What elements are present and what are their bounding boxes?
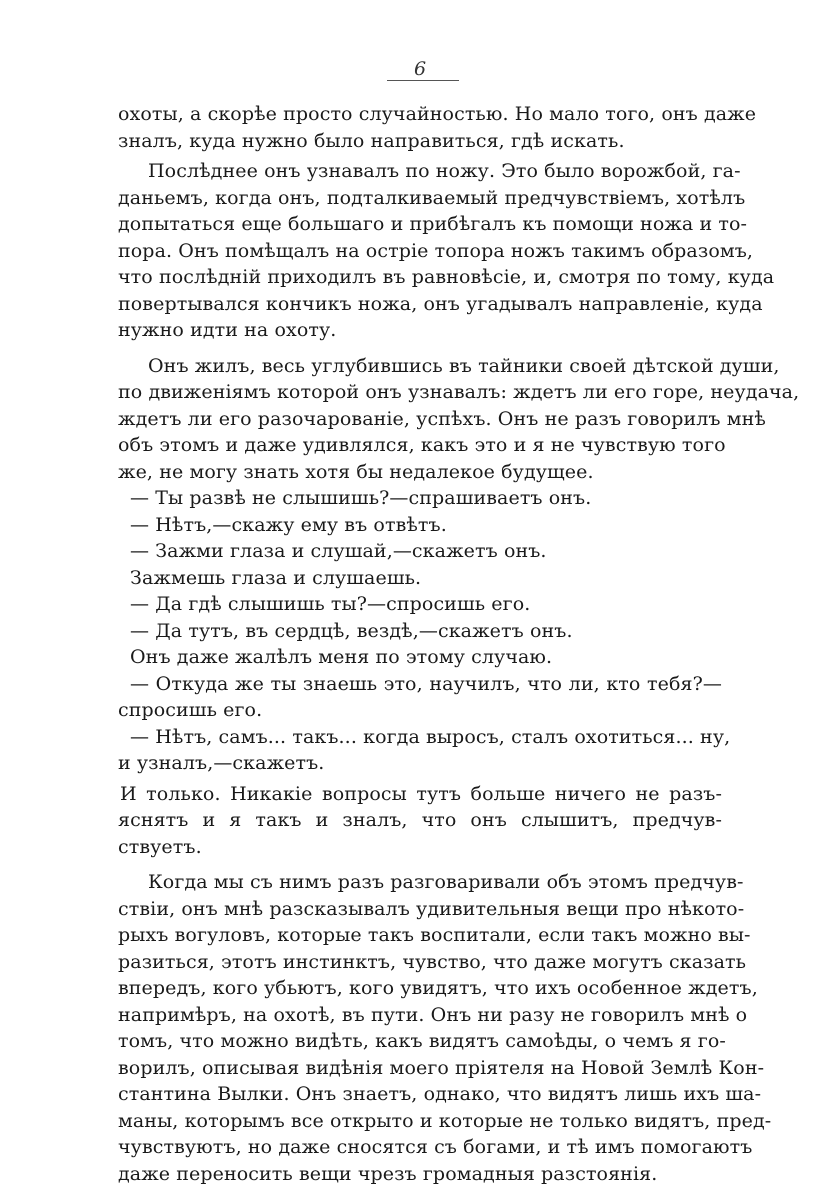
paragraph-start-line: Когда мы съ нимъ разъ разговаривали объ этомъ предчув- xyxy=(148,871,744,893)
text-line: чувствуютъ, но даже сносятся съ богами, и тѣ имъ помогаютъ xyxy=(118,1136,753,1158)
paragraph-start-line: Онъ жилъ, весь углубившись въ тайники своей дѣтской души, xyxy=(148,354,780,377)
text-line: напримѣръ, на охотѣ, въ пути. Онъ ни разу не говорилъ мнѣ о xyxy=(118,1003,748,1026)
dialogue-line: — Зажми глаза и слушай,—скажетъ онъ. xyxy=(130,540,547,562)
text-line: стантина Вылки. Онъ знаетъ, однако, что видятъ лишь ихъ ша- xyxy=(118,1083,762,1105)
text-line: пора. Онъ помѣщалъ на остріе топора ножъ такимъ образомъ, xyxy=(118,239,754,262)
text-line: ждетъ ли его разочарованіе, успѣхъ. Онъ не разъ говорилъ мнѣ xyxy=(118,407,766,430)
text-line: яснятъ и я такъ и зналъ, что онъ слышитъ, предчув- xyxy=(118,809,722,831)
text-line: Онъ даже жалѣлъ меня по этому случаю. xyxy=(130,646,553,668)
text-line: охоты, а скорѣе просто случайностью. Но мало того, онъ даже xyxy=(118,103,757,125)
text-line: что послѣдній приходилъ въ равновѣсіе, и, смотря по тому, куда xyxy=(118,266,775,288)
text-line: томъ, что можно видѣть, какъ видятъ самоѣды, о чемъ я го- xyxy=(118,1030,726,1052)
text-line: рыхъ вогуловъ, которые такъ воспитали, если такъ можно вы- xyxy=(118,924,751,946)
text-line: впередъ, кого убьютъ, кого увидятъ, что ихъ особенное ждетъ, xyxy=(118,977,758,999)
body-text xyxy=(118,101,800,1187)
dialogue-line: — Да гдѣ слышишь ты?—спросишь его. xyxy=(130,593,531,615)
text-line: спросишь его. xyxy=(118,699,263,721)
text-line: и узналъ,—скажетъ. xyxy=(118,752,325,774)
dialogue-line: — Нѣтъ, самъ... такъ... когда выросъ, сталъ охотиться... ну, xyxy=(130,725,731,748)
dialogue-line: — Да тутъ, въ сердцѣ, вездѣ,—скажетъ онъ. xyxy=(130,619,573,642)
text-line: нужно идти на охоту. xyxy=(118,319,337,341)
text-line: зналъ, куда нужно было направиться, гдѣ искать. xyxy=(118,129,625,152)
dialogue-line: — Ты развѣ не слышишь?—спрашиваетъ онъ. xyxy=(130,487,592,509)
text-line: объ этомъ и даже удивлялся, какъ это и я не чувствую того xyxy=(118,434,726,456)
text-line: ствіи, онъ мнѣ разсказывалъ удивительныя вещи про нѣкото- xyxy=(118,897,745,920)
text-line: ворилъ, описывая видѣнія моего пріятеля на Новой Землѣ Кон- xyxy=(118,1056,765,1079)
text-line: допытаться еще большаго и прибѣгалъ къ помощи ножа и то- xyxy=(118,213,748,235)
text-line: же, не могу знать хотя бы недалекое будущее. xyxy=(118,460,594,483)
text-line: Зажмешь глаза и слушаешь. xyxy=(130,566,422,589)
paragraph-start-line: И только. Никакіе вопросы тутъ больше ничего не разъ- xyxy=(120,782,722,805)
text-line: маны, которымъ все открыто и которые не только видятъ, пред- xyxy=(118,1109,772,1132)
paragraph-start-line: Послѣднее онъ узнавалъ по ножу. Это было ворожбой, га- xyxy=(148,160,741,182)
text-line: ствуетъ. xyxy=(118,835,202,858)
dialogue-line: — Нѣтъ,—скажу ему въ отвѣтъ. xyxy=(130,513,447,536)
text-line: повертывался кончикъ ножа, онъ угадывалъ направленіе, куда xyxy=(118,292,763,315)
text-line: разиться, этотъ инстинктъ, чувство, что даже могутъ сказать xyxy=(118,950,747,973)
text-line: по движеніямъ которой онъ узнавалъ: ждетъ ли его горе, неудача, xyxy=(118,381,800,403)
text-line: даньемъ, когда онъ, подталкиваемый предчувствіемъ, хотѣлъ xyxy=(118,186,746,209)
text-line: даже переносить вещи чрезъ громадныя разстоянія. xyxy=(118,1162,658,1185)
page-number-rule xyxy=(387,80,459,81)
dialogue-line: — Откуда же ты знаешь это, научилъ, что ли, кто тебя?— xyxy=(130,672,722,695)
page-number: 6 xyxy=(413,58,427,80)
